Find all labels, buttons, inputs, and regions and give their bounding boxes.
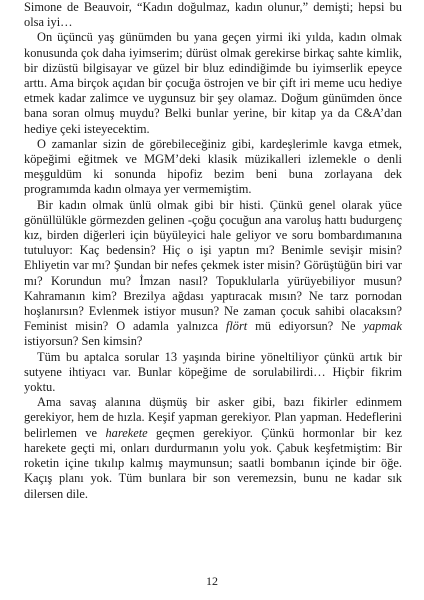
page-number: 12 [206,574,218,588]
text-run: O zamanlar sizin de görebileceğiniz gibi, kardeşlerimle kavga etmek, köpeğimi eğitmek ve MGM’deki klasik müzikalleri izlemekle o denli meşguldüm ki sonunda hipofiz bezim beni buna zorlayana dek programımda kadın olmaya yer vermemiştim. [24,136,402,197]
paragraph-3 [24,137,402,198]
text-run: Tüm bu aptalca sorular 13 yaşında birine yöneltiliyor çünkü artık bir sutyene ihtiyacı var. Bunlar köpeğime de sorulabilirdi… Hiçbir fikrim yoktu. [24,349,402,395]
text-run: mü ediyorsun? Ne [247,319,364,334]
paragraph-2 [24,30,402,136]
text-run: Bir kadın olmak ünlü olmak gibi bir histi. Çünkü genel olarak yüce gönüllülükle görmezden gelinen -çoğu çocuğun ana varoluş hattı budurgenç kız, birden diğerleri için büyüleyici hale geliyor ve soru bombardımanına tutuluyor: Kaç bedensin? Hiç o işi yaptın mı? Benimle sevişir misin? Ehliyetin var mı? Şundan bir nefes çekmek ister misin? Görüştüğün biri var mı? Korundun mu? İmzan nasıl? Topuklularla yürüyebiliyor musun? Kahramanın kim? Brezilya ağdası yaptıracak mısın? Ne tarz pornodan hoşlanırsın? Evlenmek istiyor musun? Ne zaman çocuk sahibi olacaksın? Feminist misin? O adamla yalnızca [24,197,402,334]
text-run: On üçüncü yaş günümden bu yana geçen yirmi iki yılda, kadın olmak konusunda çok daha iyimserim; dürüst olmak gerekirse birkaç sahte kimlik, bir dizüstü bilgisayar ve güzel bir bluz edindiğimde bu iyimserlik epeyce arttı. Ama birçok açıdan bir çocuğa östrojen ve bir çift iri meme ucu hediye etmek kadar zalimce ve uygunsuz bir şey olamaz. Doğum günümden önce bana soran olmuş muydu? Belki bunlar yerine, bir kitap ya da C&A’dan hediye çeki isteyecektim. [24,30,402,136]
text-run: Simone de Beauvoir, “Kadın doğulmaz, kadın olunur,” demişti; hepsi bu olsa iyi… [24,0,402,30]
paragraph-4 [24,198,402,350]
paragraph-1 [24,0,402,30]
text-run: Ama savaş alanına düşmüş bir asker gibi, bazı fikirler edinmem gerekiyor, hem de hızla. Keşif yapman gerekiyor. Plan yapman. Hedeflerini belirlemen ve [24,395,402,440]
emphasis-text: harekete [105,425,148,440]
text-run: geçmen gerekiyor. Çünkü hormonlar bir kez harekete geçti mi, onları durdurmanın yolu yok. Çabuk keşfetmiştim: Bir roketin içine tıkılıp kalmış maymunsun; saatli bombanın içinde bir öğe. Kaçış planı yok. Tüm bunlara bir son veremezsin, bunu ne kadar sık dilersen dile. [24,425,402,501]
paragraph-6 [24,395,402,501]
emphasis-text: flört [225,319,248,334]
body-text [24,0,402,502]
paragraph-5 [24,350,402,396]
text-run: istiyorsun? Sen kimsin? [24,334,143,349]
emphasis-text: yapmak [363,319,402,334]
